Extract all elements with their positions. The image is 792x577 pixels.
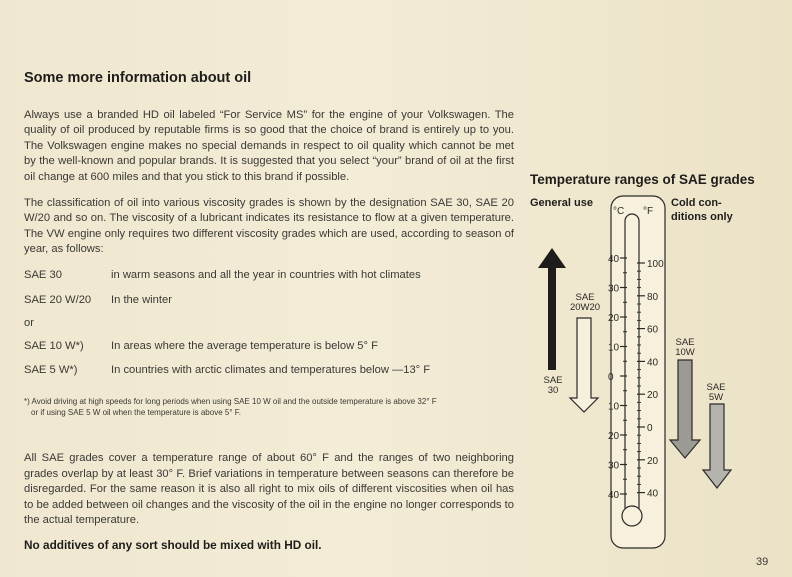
- fahrenheit-tick-label: 0: [647, 423, 653, 434]
- general-use-arrow: [538, 248, 566, 370]
- grade-label-line: SAE: [575, 292, 595, 303]
- grade-use: In countries with arctic climates and temperatures below —13° F: [111, 364, 431, 376]
- grade-label-line: SAE: [675, 337, 695, 348]
- grade-label-sae5w: [704, 383, 728, 403]
- celsius-unit: °C: [613, 206, 625, 217]
- paragraph-temperature-range: All SAE grades cover a temperature range of about 60° F and the ranges of two neighboring grades overlap by at least 30° F. Brief variations in temperature between seasons can therefore be disregarded. For the same reason it is also all right to mix oils of different viscosities when oil has to be added between oil changes and the viscosity of the oil in the engine no longer corresponds to the actual temperature.: [24, 452, 514, 527]
- celsius-tick-label: 30: [608, 460, 620, 472]
- grade-label-sae20w20: [565, 293, 605, 313]
- celsius-tick-label: 10: [608, 342, 620, 354]
- grade-name: SAE 5 W*): [24, 364, 78, 376]
- grade-label-line: SAE: [706, 382, 726, 393]
- grade-use: in warm seasons and all the year in countries with hot climates: [111, 269, 421, 281]
- sae10-arrow: [670, 360, 700, 458]
- fahrenheit-tick-label: 100: [647, 259, 664, 270]
- grade-label-line: 20W20: [569, 302, 601, 313]
- fahrenheit-tick-label: 80: [647, 291, 659, 303]
- diagram-title: Temperature ranges of SAE grades: [530, 172, 755, 187]
- cold-conditions-label: Cold con-: [671, 197, 722, 209]
- fahrenheit-tick-label: 40: [647, 488, 659, 500]
- celsius-tick-label: 40: [608, 254, 620, 265]
- paragraph-brand: Always use a branded HD oil labeled “For Service MS” for the engine of your Volkswagen. The quality of oil produced by reputable firms is so good that the choice of brand is entirely up to you. The Volkswagen engine makes no special demands in respect to oil quality which cannot be met by the well-known and popular brands. It is suggested that you select “your” brand of oil at the first oil change at 600 miles and that you stick to this brand if possible.: [24, 109, 514, 183]
- celsius-tick-label: 30: [608, 283, 620, 295]
- sae20-arrow: [570, 318, 598, 412]
- sae5-arrow: [703, 404, 731, 488]
- thermometer-bulb: [622, 506, 642, 526]
- celsius-tick-label: 20: [608, 431, 620, 442]
- fahrenheit-tick-label: 20: [647, 390, 659, 402]
- page-number: 39: [756, 556, 769, 568]
- grade-name: SAE 20 W/20: [24, 294, 92, 306]
- grade-label-line: 5W: [708, 392, 724, 403]
- cold-conditions-label: ditions only: [671, 211, 733, 223]
- grade-name: SAE 30: [24, 269, 62, 281]
- fahrenheit-unit: °F: [643, 206, 654, 217]
- grade-use: In the winter: [111, 294, 172, 306]
- grade-label-sae30: [541, 376, 565, 396]
- celsius-tick-label: 40: [608, 490, 620, 501]
- celsius-tick-label: 10: [608, 401, 620, 413]
- celsius-tick-label: 20: [608, 313, 620, 324]
- fahrenheit-tick-label: 20: [647, 455, 659, 467]
- footnote-line: *) Avoid driving at high speeds for long periods when using SAE 10 W oil and the outside temperature is above 32° F: [24, 397, 437, 406]
- fahrenheit-tick-label: 60: [647, 324, 659, 336]
- grade-label-line: SAE: [543, 375, 563, 386]
- closing-note: No additives of any sort should be mixed with HD oil.: [24, 538, 322, 552]
- general-use-label: General use: [530, 197, 593, 209]
- paragraph-classification: The classification of oil into various viscosity grades is shown by the designation SAE 30, SAE 20 W/20 and so on. The viscosity of a lubricant indicates its resistance to flow at a given temperature. The VW engine only requires two different viscosity grades which are used, according to season of year, as follows:: [24, 197, 514, 256]
- grade-name: SAE 10 W*): [24, 340, 84, 352]
- grade-use: In areas where the average temperature is below 5° F: [111, 340, 378, 352]
- section-heading: Some more information about oil: [24, 70, 252, 86]
- grade-label-sae10w: [673, 338, 697, 358]
- grade-label-line: 30: [547, 385, 559, 396]
- grade-label-line: 10W: [675, 347, 695, 358]
- footnote-line: or if using SAE 5 W oil when the temperature is above 5° F.: [31, 407, 241, 417]
- grade-name: or: [24, 317, 34, 329]
- celsius-tick-label: 0: [608, 372, 614, 383]
- fahrenheit-tick-label: 40: [647, 357, 659, 369]
